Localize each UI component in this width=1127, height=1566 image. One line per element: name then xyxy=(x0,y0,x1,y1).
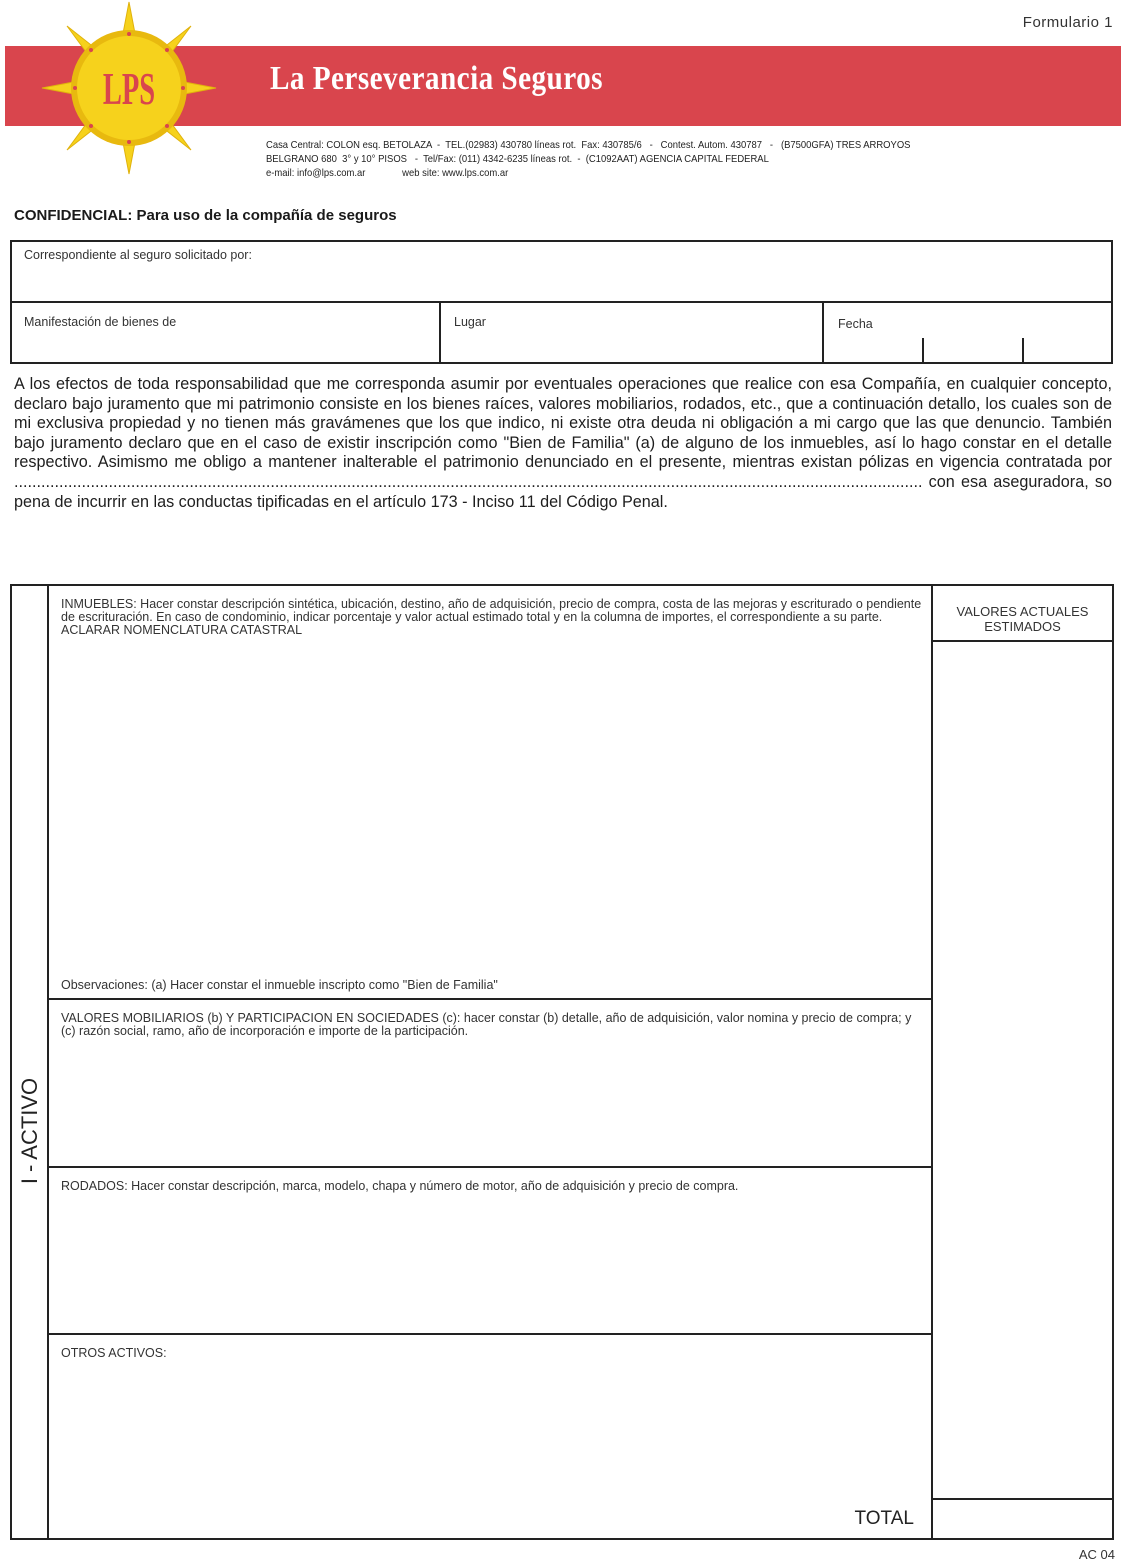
valores-header: VALORES ACTUALES ESTIMADOS xyxy=(933,586,1112,642)
divider xyxy=(822,303,824,362)
logo-text: LPS xyxy=(102,64,156,115)
form-code: AC 04 xyxy=(1078,1547,1115,1562)
solicitado-por-field[interactable] xyxy=(12,242,1111,303)
declaration-text: A los efectos de toda responsabilidad que me corresponda asumir por eventuales operaciones que realice con esa Compañía, en cualquier concepto, declaro bajo juramento que mi patrimonio consiste en los bienes raíces, valores mobiliarios, rodados, etc., que a continuación detallo, los cuales son de mi exclusiva propiedad y no tienen más gravámenes que los que indico, ni existe otra deuda ni obligación a mi cargo que las que denuncio. También bajo juramento declaro que en el caso de existir inscripción como "Bien de Familia" (a) de alguno de los inmuebles, así lo hago constar en el detalle respectivo. Asimismo me obligo a mantener inalterable el patrimonio denunciado en el presente, mientras existan pólizas en vigencia contratada por .......................................................................................................................................................................................................... con esa aseguradora, so pena de incurrir en las conductas tipificadas en el artículo 173 - Inciso 11 del Código Penal. xyxy=(14,375,1112,511)
company-logo xyxy=(40,0,218,176)
rodados-text: RODADOS: Hacer constar descripción, marca, modelo, chapa y número de motor, año de adquisición y precio de compra. xyxy=(61,1179,739,1193)
divider xyxy=(439,303,441,362)
fecha-separator xyxy=(922,338,924,362)
activo-side-column xyxy=(12,586,49,1538)
contact-info xyxy=(266,138,910,180)
solicitud-box xyxy=(10,240,1113,364)
contact-line-3: e-mail: info@lps.com.ar web site: www.lps.com.ar xyxy=(266,167,509,179)
valores-column xyxy=(931,586,1112,1538)
bienes-label: Manifestación de bienes de xyxy=(24,315,177,329)
fecha-separator xyxy=(1022,338,1024,362)
valores-mobiliarios-section[interactable] xyxy=(49,1000,931,1168)
company-name: La Perseverancia Seguros xyxy=(270,60,603,97)
contact-line-2: BELGRANO 680 3° y 10° PISOS - Tel/Fax: (011) 4342-6235 líneas rot. - (C1092AAT) AGENCIA CAPITAL FEDERAL xyxy=(266,153,769,165)
observaciones-note: Observaciones: (a) Hacer constar el inmueble inscripto como "Bien de Familia" xyxy=(61,978,498,992)
inmuebles-text: INMUEBLES: Hacer constar descripción sintética, ubicación, destino, año de adquisición, precio de compra, costa de las mejoras y escriturado o pendiente de escrituración. En caso de condominio, indicar porcentaje y valor actual estimado total y en la columna de importes, el correspondiente a su parte. xyxy=(61,597,922,624)
inmuebles-section[interactable] xyxy=(49,586,931,1000)
form-number: Formulario 1 xyxy=(1022,14,1113,31)
rodados-section[interactable] xyxy=(49,1168,931,1335)
otros-activos-section[interactable] xyxy=(49,1335,931,1538)
solicitado-por-label: Correspondiente al seguro solicitado por: xyxy=(24,248,252,262)
inmuebles-note: ACLARAR NOMENCLATURA CATASTRAL xyxy=(61,623,303,637)
confidencial-heading: CONFIDENCIAL: Para uso de la compañía de seguros xyxy=(14,207,397,224)
total-label: TOTAL xyxy=(854,1508,914,1529)
lugar-label: Lugar xyxy=(454,315,486,329)
fecha-label: Fecha xyxy=(838,317,873,331)
activo-side-label: I - ACTIVO xyxy=(17,1077,42,1185)
otros-activos-text: OTROS ACTIVOS: xyxy=(61,1346,167,1360)
total-value-field[interactable] xyxy=(933,1498,1112,1538)
valores-mobiliarios-text: VALORES MOBILIARIOS (b) Y PARTICIPACION EN SOCIEDADES (c): hacer constar (b) detalle, año de adquisición, valor nomina y precio de compra; y (c) razón social, ramo, año de incorporación e importe de la participación. xyxy=(61,1011,912,1038)
activo-table xyxy=(10,584,1114,1540)
contact-line-1: Casa Central: COLON esq. BETOLAZA - TEL.(02983) 430780 líneas rot. Fax: 430785/6 - Contest. Autom. 430787 - (B7500GFA) TRES ARROYOS xyxy=(266,139,911,151)
